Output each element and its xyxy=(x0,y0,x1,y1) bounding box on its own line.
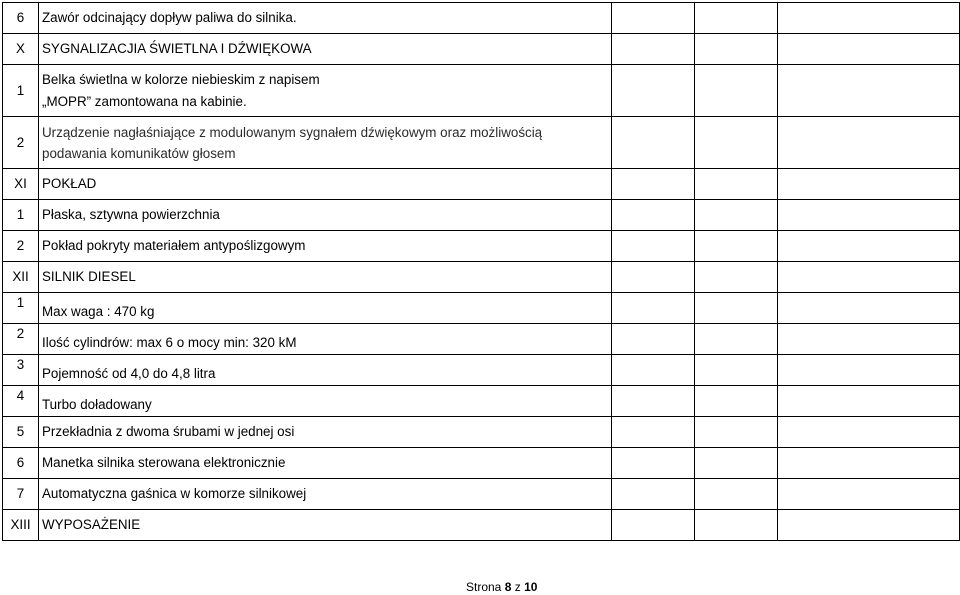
empty-cell xyxy=(612,231,695,262)
empty-cell xyxy=(778,293,960,324)
row-description: Max waga : 470 kg xyxy=(39,293,612,324)
empty-cell xyxy=(778,34,960,65)
empty-cell xyxy=(612,65,695,117)
empty-cell xyxy=(778,262,960,293)
page-label: Strona xyxy=(466,580,502,594)
empty-cell xyxy=(695,117,778,169)
description-line: podawania komunikatów głosem xyxy=(42,145,236,161)
empty-cell xyxy=(778,200,960,231)
section-number: XIII xyxy=(3,510,39,541)
empty-cell xyxy=(695,355,778,386)
empty-cell xyxy=(695,65,778,117)
specification-table xyxy=(2,2,960,541)
section-number: X xyxy=(3,34,39,65)
row-description: Automatyczna gaśnica w komorze silnikowej xyxy=(39,479,612,510)
row-description: Płaska, sztywna powierzchnia xyxy=(39,200,612,231)
empty-cell xyxy=(778,3,960,34)
empty-cell xyxy=(695,262,778,293)
empty-cell xyxy=(612,117,695,169)
table-row xyxy=(3,3,960,34)
row-number: 1 xyxy=(3,293,39,324)
row-description xyxy=(39,65,612,117)
section-header-row xyxy=(3,34,960,65)
empty-cell xyxy=(778,65,960,117)
empty-cell xyxy=(778,386,960,417)
empty-cell xyxy=(612,417,695,448)
empty-cell xyxy=(612,479,695,510)
empty-cell xyxy=(778,448,960,479)
row-description xyxy=(39,117,612,169)
row-number: 1 xyxy=(3,200,39,231)
empty-cell xyxy=(695,200,778,231)
section-number: XII xyxy=(3,262,39,293)
row-number: 2 xyxy=(3,117,39,169)
description-line: Belka świetlna w kolorze niebieskim z napisem xyxy=(42,71,320,87)
empty-cell xyxy=(612,262,695,293)
row-number: 7 xyxy=(3,479,39,510)
empty-cell xyxy=(695,386,778,417)
row-number: 5 xyxy=(3,417,39,448)
empty-cell xyxy=(695,479,778,510)
total-pages: 10 xyxy=(524,580,538,594)
row-description: Pojemność od 4,0 do 4,8 litra xyxy=(39,355,612,386)
section-title: SILNIK DIESEL xyxy=(39,262,612,293)
table-row xyxy=(3,479,960,510)
empty-cell xyxy=(695,231,778,262)
section-title: POKŁAD xyxy=(39,169,612,200)
empty-cell xyxy=(612,510,695,541)
empty-cell xyxy=(778,479,960,510)
empty-cell xyxy=(695,448,778,479)
section-title: WYPOSAŻENIE xyxy=(39,510,612,541)
current-page: 8 xyxy=(504,580,512,594)
table-row xyxy=(3,448,960,479)
table-row xyxy=(3,417,960,448)
empty-cell xyxy=(695,34,778,65)
empty-cell xyxy=(695,510,778,541)
row-description: Manetka silnika sterowana elektronicznie xyxy=(39,448,612,479)
empty-cell xyxy=(612,324,695,355)
empty-cell xyxy=(612,386,695,417)
empty-cell xyxy=(778,169,960,200)
empty-cell xyxy=(612,169,695,200)
row-description: Turbo doładowany xyxy=(39,386,612,417)
section-header-row xyxy=(3,262,960,293)
table-row xyxy=(3,293,960,324)
page-footer xyxy=(466,580,537,594)
section-title: SYGNALIZACJIA ŚWIETLNA I DŹWIĘKOWA xyxy=(39,34,612,65)
table-row xyxy=(3,355,960,386)
description-line: Urządzenie nagłaśniające z modulowanym sygnałem dźwiękowym oraz możliwością xyxy=(42,124,543,140)
empty-cell xyxy=(695,169,778,200)
table-row xyxy=(3,117,960,169)
empty-cell xyxy=(695,293,778,324)
row-number: 4 xyxy=(3,386,39,417)
page-of: z xyxy=(514,580,521,594)
row-description: Przekładnia z dwoma śrubami w jednej osi xyxy=(39,417,612,448)
empty-cell xyxy=(778,417,960,448)
row-description: Pokład pokryty materiałem antypoślizgowym xyxy=(39,231,612,262)
empty-cell xyxy=(612,293,695,324)
row-number: 6 xyxy=(3,3,39,34)
description-line: „MOPR” zamontowana na kabinie. xyxy=(42,93,247,109)
table-row xyxy=(3,65,960,117)
empty-cell xyxy=(778,324,960,355)
empty-cell xyxy=(695,3,778,34)
empty-cell xyxy=(695,417,778,448)
section-header-row xyxy=(3,510,960,541)
empty-cell xyxy=(778,510,960,541)
empty-cell xyxy=(612,355,695,386)
section-header-row xyxy=(3,169,960,200)
empty-cell xyxy=(778,117,960,169)
row-description: Ilość cylindrów: max 6 o mocy min: 320 kM xyxy=(39,324,612,355)
section-number: XI xyxy=(3,169,39,200)
row-number: 2 xyxy=(3,324,39,355)
empty-cell xyxy=(695,324,778,355)
table-row xyxy=(3,386,960,417)
empty-cell xyxy=(778,355,960,386)
empty-cell xyxy=(612,448,695,479)
row-number: 1 xyxy=(3,65,39,117)
table-row xyxy=(3,231,960,262)
row-number: 6 xyxy=(3,448,39,479)
empty-cell xyxy=(612,200,695,231)
row-description: Zawór odcinający dopływ paliwa do silnika. xyxy=(39,3,612,34)
table-row xyxy=(3,324,960,355)
empty-cell xyxy=(612,3,695,34)
empty-cell xyxy=(778,231,960,262)
table-row xyxy=(3,200,960,231)
empty-cell xyxy=(612,34,695,65)
row-number: 3 xyxy=(3,355,39,386)
row-number: 2 xyxy=(3,231,39,262)
